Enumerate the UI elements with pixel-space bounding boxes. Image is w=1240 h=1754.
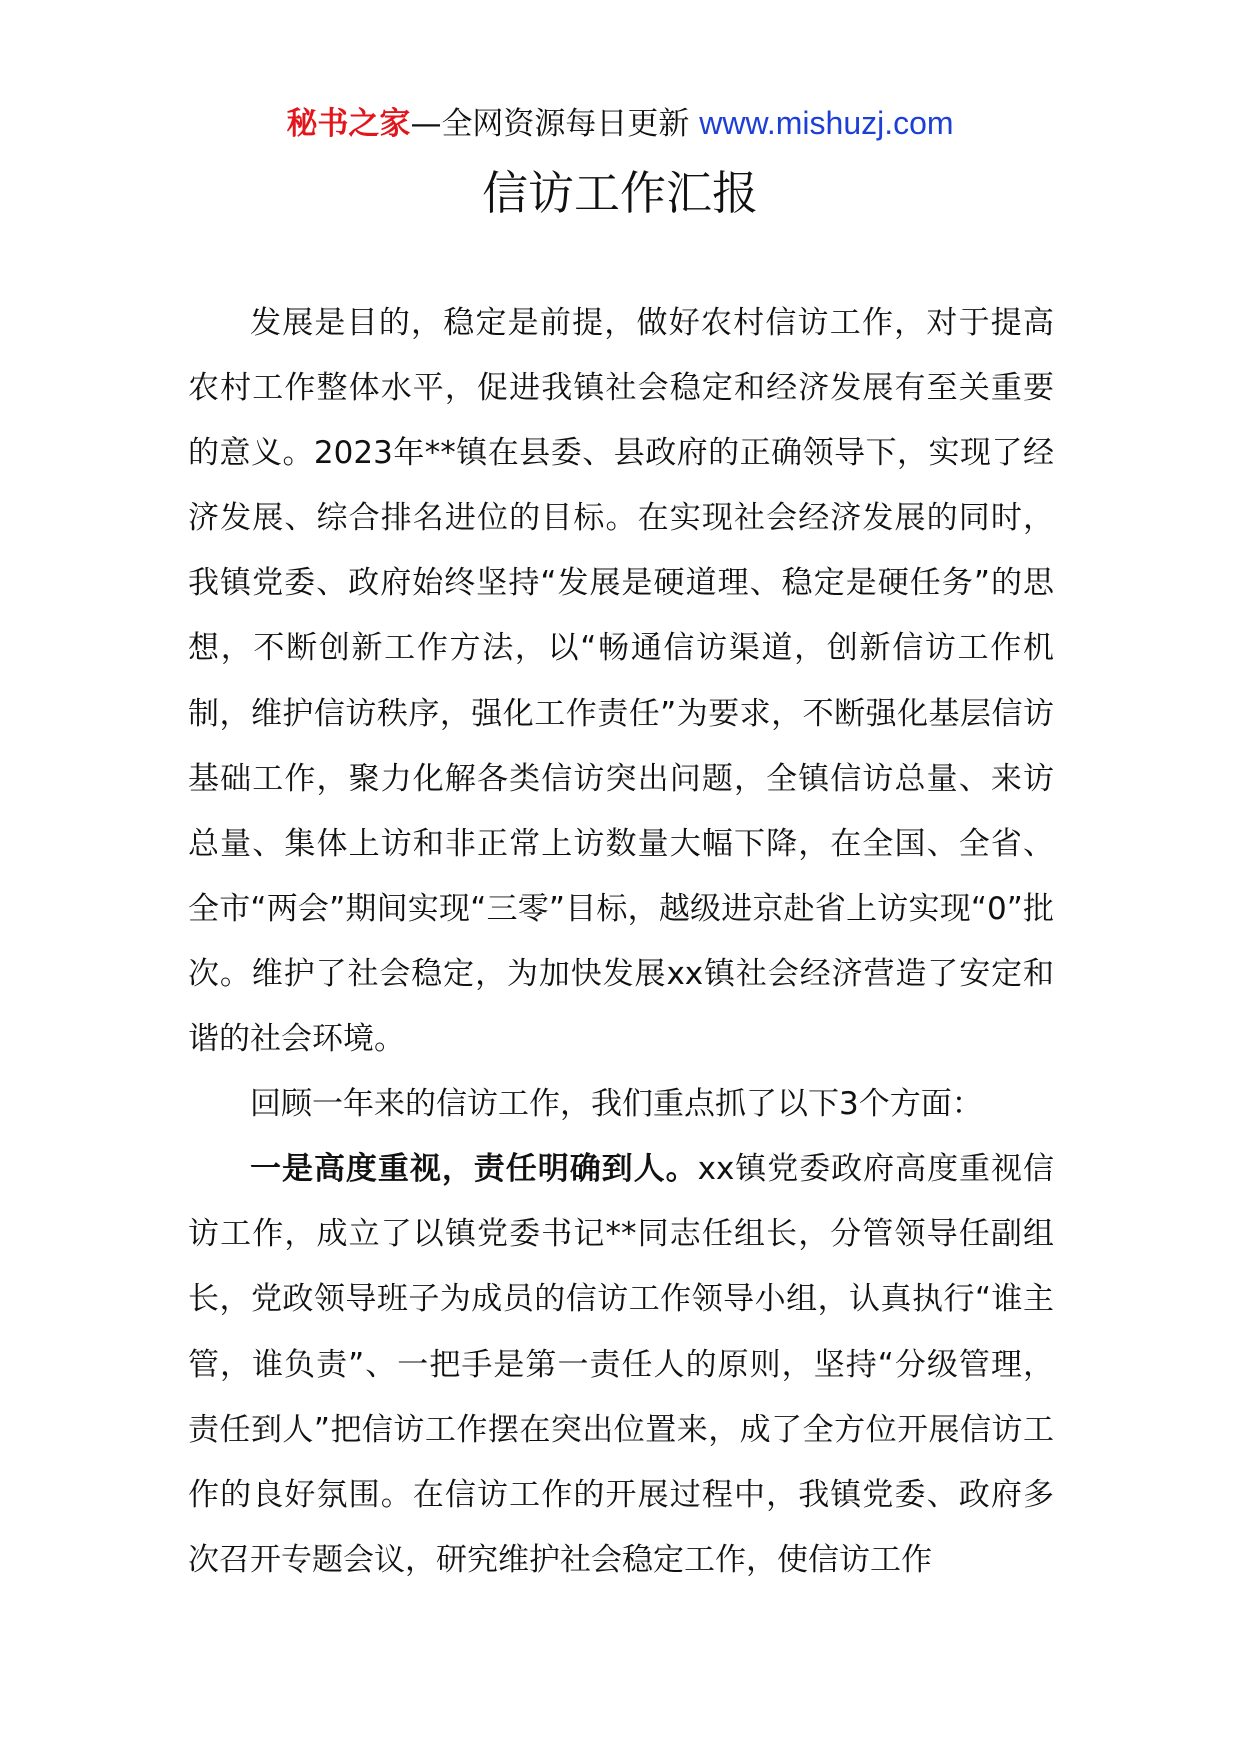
paragraph-intro [188, 291, 1054, 1072]
brand-name: 秘书之家 [286, 106, 411, 142]
document-body [188, 291, 1054, 1593]
paragraph-review [188, 1072, 1054, 1137]
watermark-header [0, 98, 1240, 149]
paragraph-review-text: 回顾一年来的信访工作，我们重点抓了以下3个方面： [250, 1086, 983, 1123]
paragraph-point-one-text: xx镇党委政府高度重视信访工作，成立了以镇党委书记**同志任组长，分管领导任副组长，党政领导班子为成员的信访工作领导小组，认真执行“谁主管，谁负责”、一把手是第一责任人的原则，坚持“分级管理，责任到人”把信访工作摆在突出位置来，成了全方位开展信访工作的良好氛围。在信访工作的开展过程中，我镇党委、政府多次召开专题会议，研究维护社会稳定工作，使信访工作 [188, 1151, 1054, 1578]
site-url-link[interactable]: www.mishuzj.com [699, 105, 954, 141]
document-title: 信访工作汇报 [482, 166, 758, 220]
paragraph-intro-text: 发展是目的，稳定是前提，做好农村信访工作，对于提高农村工作整体水平，促进我镇社会稳定和经济发展有至关重要的意义。2023年**镇在县委、县政府的正确领导下，实现了经济发展、综合排名进位的目标。在实现社会经济发展的同时，我镇党委、政府始终坚持“发展是硬道理、稳定是硬任务”的思想，不断创新工作方法，以“畅通信访渠道，创新信访工作机制，维护信访秩序，强化工作责任”为要求，不断强化基层信访基础工作，聚力化解各类信访突出问题，全镇信访总量、来访总量、集体上访和非正常上访数量大幅下降，在全国、全省、全市“两会”期间实现“三零”目标，越级进京赴省上访实现“0”批次。维护了社会稳定，为加快发展xx镇社会经济营造了安定和谐的社会环境。 [188, 305, 1054, 1058]
header-slogan: —全网资源每日更新 [410, 106, 690, 142]
paragraph-point-one [188, 1137, 1054, 1593]
paragraph-point-one-heading: 一是高度重视，责任明确到人。 [250, 1151, 698, 1188]
